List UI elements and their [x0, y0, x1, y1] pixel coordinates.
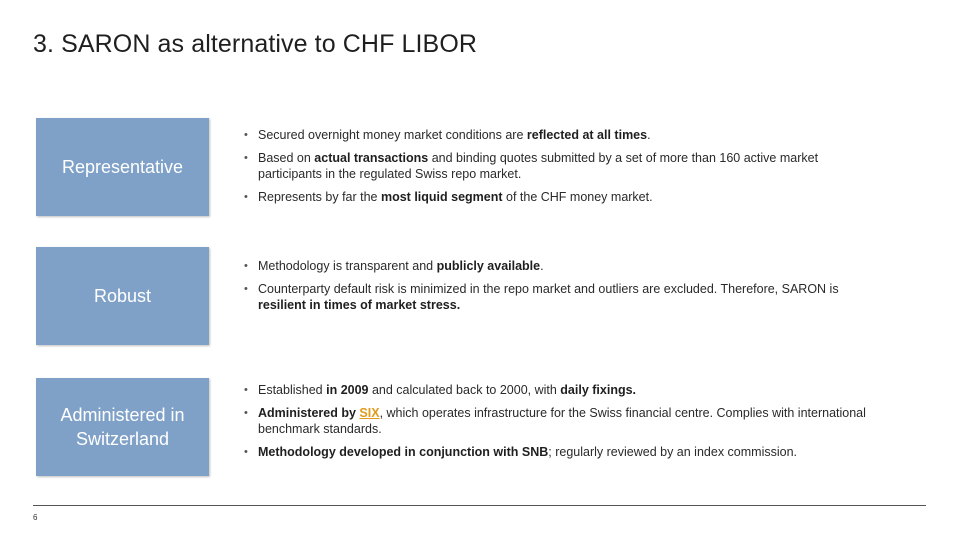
label-box-representative [36, 118, 209, 216]
bullet-text: Established [258, 383, 327, 397]
bullet-bold: Administered by [258, 406, 360, 420]
bullet-text: Counterparty default risk is minimized in the repo market and outliers are excluded. Therefore, SARON is [258, 282, 839, 296]
label-box-robust [36, 247, 209, 345]
bullet-list-administered [244, 382, 884, 460]
bullet-item [244, 189, 884, 205]
label-line: Switzerland [75, 429, 170, 449]
bullet-bold: in 2009 [326, 383, 369, 397]
bullet-text: Secured overnight money market conditions are [258, 128, 527, 142]
bullet-item [244, 258, 884, 274]
bullet-text: Methodology is transparent and [258, 259, 437, 273]
bullet-text: Based on [258, 151, 315, 165]
bullet-item [244, 281, 884, 313]
slide-title: 3. SARON as alternative to CHF LIBOR [33, 30, 478, 58]
bullet-list-robust [244, 258, 884, 313]
label-line: Representative [61, 157, 184, 177]
bullet-text: , which operates infrastructure for the Swiss financial centre. Complies with international benchmark standards. [258, 406, 866, 436]
bullet-item [244, 405, 884, 437]
bullet-bold: resilient in times of market stress. [258, 298, 461, 312]
bullet-text: Represents by far the [258, 190, 381, 204]
footer-divider [33, 505, 926, 506]
label-box-administered [36, 378, 209, 476]
bullet-text: ; regularly reviewed by an index commission. [548, 445, 797, 459]
bullet-bold: Methodology developed in conjunction with SNB [258, 445, 549, 459]
bullet-list-representative [244, 127, 884, 205]
bullet-bold: reflected at all times [526, 128, 648, 142]
bullet-bold: publicly available [436, 259, 541, 273]
bullet-text: . [647, 128, 651, 142]
bullet-text: and binding quotes submitted by a set of more than 160 active market participants in the regulated Swiss repo market. [258, 151, 819, 181]
bullet-item [244, 382, 884, 398]
bullet-bold: daily fixings. [560, 383, 637, 397]
bullet-bold: actual transactions [314, 151, 429, 165]
label-line: Administered in [60, 405, 185, 425]
bullet-text: of the CHF money market. [502, 190, 653, 204]
bullet-item [244, 444, 884, 460]
bullet-bold: most liquid segment [380, 190, 503, 204]
bullet-item [244, 127, 884, 143]
label-line: Robust [93, 286, 152, 306]
bullet-item [244, 150, 884, 182]
six-link[interactable]: SIX [359, 406, 380, 420]
bullet-text: . [540, 259, 544, 273]
bullet-text: and calculated back to 2000, with [368, 383, 561, 397]
page-number: 6 [33, 513, 38, 522]
